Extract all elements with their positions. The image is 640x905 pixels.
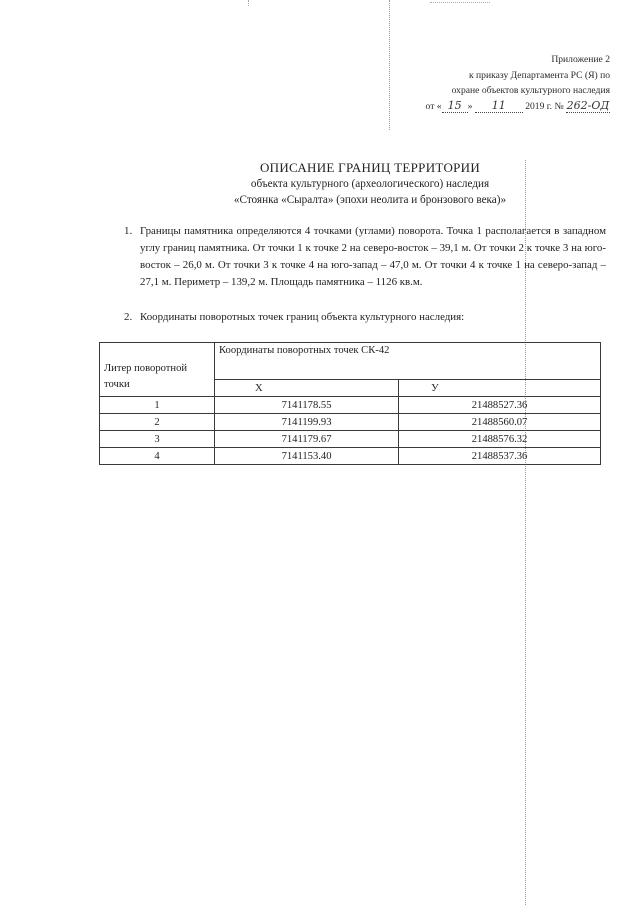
appendix-line-2: к приказу Департамента РС (Я) по [468, 69, 610, 81]
date-mid: » [467, 100, 473, 112]
cell-y: 21488537.36 [399, 448, 601, 465]
cell-x: 7141153.40 [215, 448, 399, 465]
cell-point: 1 [100, 397, 215, 414]
scan-artifact [430, 2, 490, 3]
title-subtitle-2: «Стоянка «Сыралта» (эпохи неолита и бронзового века)» [233, 194, 507, 206]
date-prefix: от « [425, 100, 442, 112]
paragraph-coordinates [124, 309, 606, 326]
cell-point: 4 [100, 448, 215, 465]
cell-y: 21488576.32 [399, 431, 601, 448]
cell-x: 7141199.93 [215, 414, 399, 431]
date-year: 2019 г. № [525, 100, 564, 112]
cell-x: 7141178.55 [215, 397, 399, 414]
table-header-row [100, 343, 601, 380]
header-point-letter: Литер поворотной точки [100, 343, 215, 397]
paragraph-boundaries [124, 223, 606, 291]
paragraph-number: 1. [124, 225, 133, 237]
scan-artifact [248, 0, 249, 6]
appendix-line-3: охране объектов культурного наследия [451, 85, 610, 96]
table-row [100, 448, 601, 465]
cell-point: 3 [100, 431, 215, 448]
table-row [100, 414, 601, 431]
header-y: У [399, 380, 601, 397]
title-subtitle-1: объекта культурного (археологического) наследия [250, 178, 490, 190]
table-row [100, 431, 601, 448]
title-main: ОПИСАНИЕ ГРАНИЦ ТЕРРИТОРИИ [259, 160, 481, 175]
coordinates-table [99, 342, 601, 465]
header-x: Х [215, 380, 399, 397]
document-title [140, 160, 600, 208]
paragraph-number: 2. [124, 311, 133, 323]
cell-y: 21488560.07 [399, 414, 601, 431]
appendix-header [370, 52, 610, 114]
order-number: 262-ОД [566, 98, 610, 112]
cell-point: 2 [100, 414, 215, 431]
date-day: 15 [442, 100, 468, 113]
paragraph-text: Границы памятника определяются 4 точками (углами) поворота. Точка 1 располагается в западном углу границ памятника. От точки 1 к точке 2 на северо-восток – 39,1 м. От точки 2 к точке 3 на юго-восток – 26,0 м. От точки 3 к точке 4 на юго-запад – 47,0 м. От точки 4 к точке 1 на северо-запад – 27,1 м. Периметр – 139,2 м. Площадь памятника – 1126 кв.м. [140, 225, 606, 288]
cell-y: 21488527.36 [399, 397, 601, 414]
cell-x: 7141179.67 [215, 431, 399, 448]
date-month: 11 [475, 100, 523, 113]
appendix-date-line [370, 99, 610, 115]
table-row [100, 397, 601, 414]
appendix-line-1: Приложение 2 [551, 54, 610, 65]
header-coordinates: Координаты поворотных точек СК-42 [215, 343, 601, 380]
paragraph-text: Координаты поворотных точек границ объекта культурного наследия: [140, 311, 465, 323]
